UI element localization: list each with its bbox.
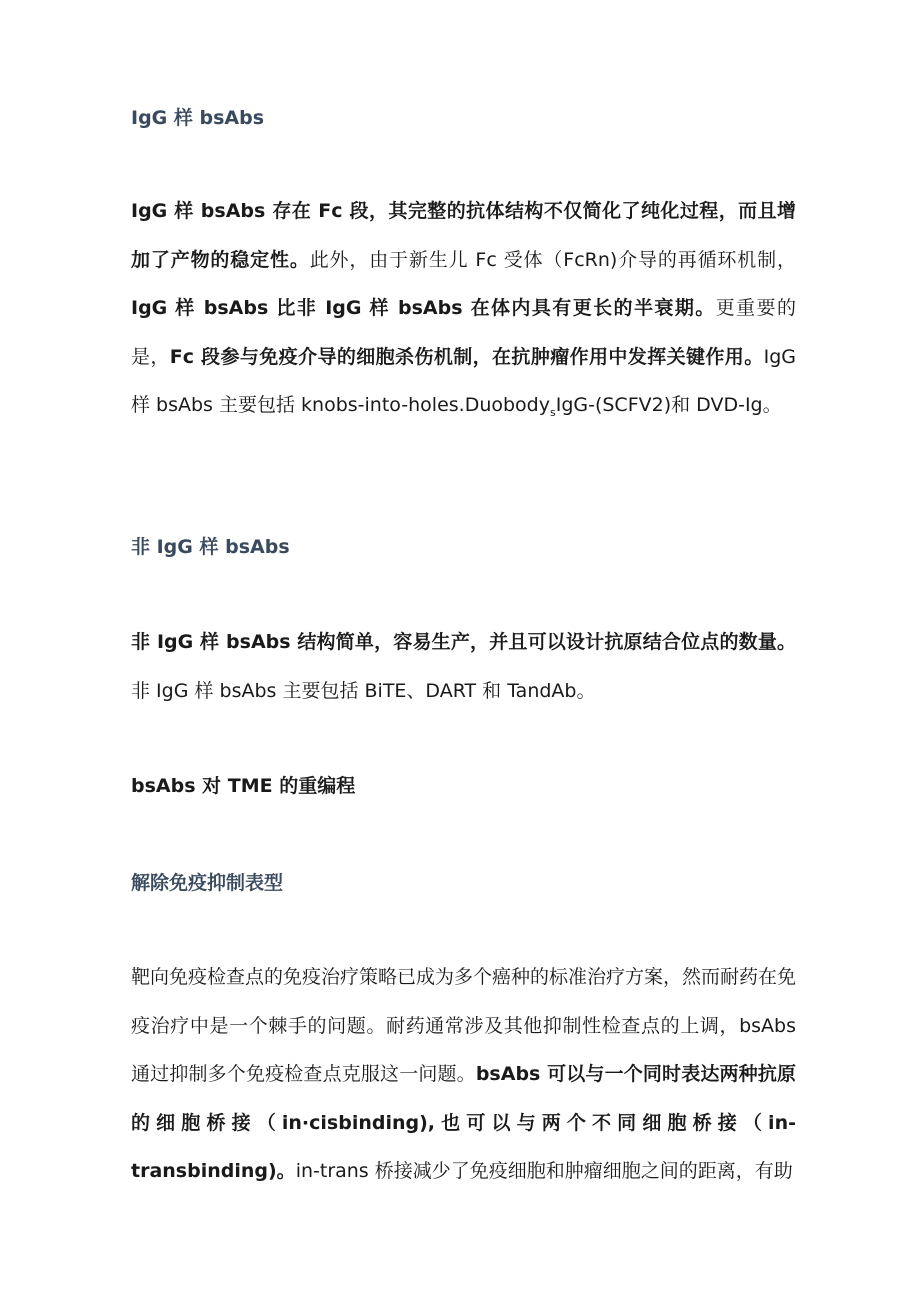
- subscript-text: s: [549, 406, 556, 420]
- body-text: 更重要的是，: [131, 297, 796, 368]
- body-text: 此外，由于新生儿 Fc 受体（FcRn)介导的再循环机制，: [309, 248, 796, 271]
- body-text: IgG-(SCFV2)和 DVD-Ig。: [555, 394, 782, 417]
- bold-text: 非 IgG 样 bsAbs 结构简单，容易生产，并且可以设计抗原结合位点的数量。: [131, 631, 796, 653]
- body-text: IgG 样 bsAbs 主要包括 knobs-into-holes.Duobody: [131, 345, 796, 417]
- section-heading-immune: 解除免疫抑制表型: [131, 872, 284, 894]
- bold-text: Fc 段参与免疫介导的细胞杀伤机制，在抗肿瘤作用中发挥关键作用。: [169, 345, 764, 368]
- bold-text: bsAbs 可以与一个同时表达两种抗原的细胞桥接（in·cisbinding),也可以与两个不同细胞桥接（in-transbinding)。: [131, 1063, 796, 1183]
- body-text: 靶向免疫检查点的免疫治疗策略已成为多个癌种的标准治疗方案，然而耐药在免疫治疗中是一个棘手的问题。耐药通常涉及其他抑制性检查点的上调，bsAbs 通过抑制多个免疫检查点克服这一问题。: [131, 966, 797, 1086]
- bold-text: IgG 样 bsAbs 比非 IgG 样 bsAbs 在体内具有更长的半衰期。: [131, 297, 716, 320]
- paragraph-immune: [131, 953, 796, 1196]
- section-heading-non-igg: 非 IgG 样 bsAbs: [131, 536, 290, 558]
- paragraph-igg: [131, 187, 796, 438]
- body-text: in-trans 桥接减少了免疫细胞和肿瘤细胞之间的距离，有助: [295, 1160, 793, 1183]
- paragraph-non-igg: [131, 618, 796, 715]
- section-heading-igg: IgG 样 bsAbs: [131, 107, 265, 129]
- section-heading-tme: bsAbs 对 TME 的重编程: [131, 775, 356, 797]
- bold-text: IgG 样 bsAbs 存在 Fc 段，其完整的抗体结构不仅简化了纯化过程，而且增加了产物的稳定性。: [131, 200, 796, 271]
- body-text: 非 IgG 样 bsAbs 主要包括 BiTE、DART 和 TandAb。: [131, 679, 596, 702]
